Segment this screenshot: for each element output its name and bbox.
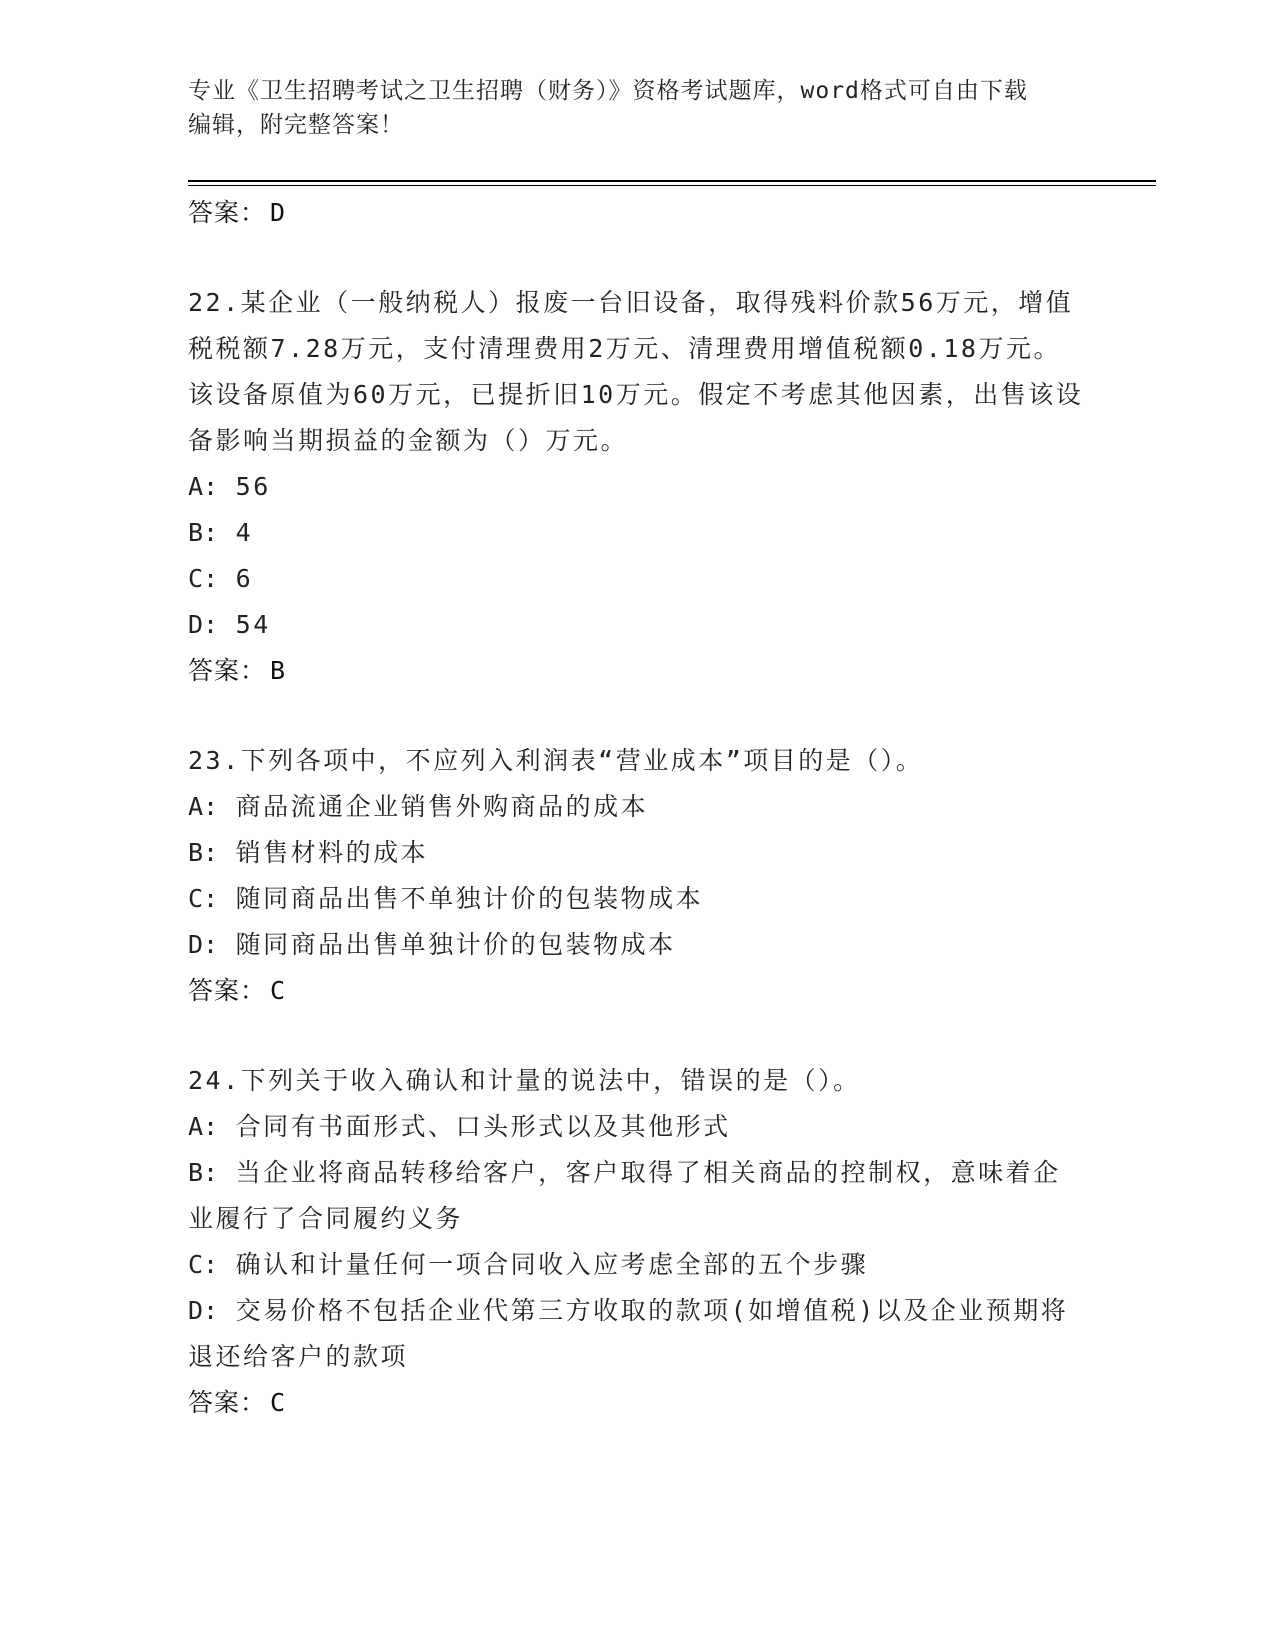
question-23 <box>188 738 1088 1014</box>
header-line-2: 编辑，附完整答案！ <box>188 112 404 138</box>
option-b <box>188 830 1088 876</box>
option-key: A: <box>188 472 219 501</box>
option-text: 交易价格不包括企业代第三方收取的款项(如增值税)以及企业预期将退还给客户的款项 <box>188 1296 1069 1371</box>
document-body <box>188 190 1088 1426</box>
question-22 <box>188 280 1088 694</box>
option-d <box>188 1288 1088 1380</box>
answer-label: 答案： <box>188 656 267 685</box>
option-a <box>188 784 1088 830</box>
option-a <box>188 464 1088 510</box>
question-text: 22.某企业（一般纳税人）报废一台旧设备，取得残料价款56万元，增值税税额7.28万元，支付清理费用2万元、清理费用增值税额0.18万元。该设备原值为60万元，已提折旧10万元。假定不考虑其他因素，出售该设备影响当期损益的金额为（）万元。 <box>188 288 1084 455</box>
option-key: B: <box>188 838 219 867</box>
option-key: D: <box>188 1296 219 1325</box>
option-text: 4 <box>235 518 254 547</box>
answer-label: 答案： <box>188 198 267 227</box>
question-24 <box>188 1058 1088 1426</box>
document-header <box>188 74 1088 142</box>
answer-value: C <box>270 976 287 1005</box>
header-divider-thin <box>188 185 1156 186</box>
option-text: 合同有书面形式、口头形式以及其他形式 <box>235 1112 731 1141</box>
option-key: C: <box>188 1250 219 1279</box>
answer-23 <box>188 968 1088 1014</box>
option-key: A: <box>188 792 219 821</box>
option-text: 随同商品出售不单独计价的包装物成本 <box>235 884 704 913</box>
answer-prev <box>188 190 1088 236</box>
answer-value: D <box>270 198 287 227</box>
option-text: 56 <box>235 472 271 501</box>
option-key: C: <box>188 884 219 913</box>
option-text: 确认和计量任何一项合同收入应考虑全部的五个步骤 <box>235 1250 869 1279</box>
option-key: D: <box>188 930 219 959</box>
option-key: C: <box>188 564 219 593</box>
option-key: B: <box>188 518 219 547</box>
answer-label: 答案： <box>188 976 267 1005</box>
answer-value: C <box>270 1388 287 1417</box>
answer-24 <box>188 1380 1088 1426</box>
option-text: 随同商品出售单独计价的包装物成本 <box>235 930 676 959</box>
option-c <box>188 556 1088 602</box>
option-text: 54 <box>235 610 271 639</box>
header-line-1: 专业《卫生招聘考试之卫生招聘（财务）》资格考试题库，word格式可自由下载 <box>188 78 1028 104</box>
option-c <box>188 1242 1088 1288</box>
option-b <box>188 1150 1088 1242</box>
header-divider-thick <box>188 180 1156 182</box>
option-text: 6 <box>235 564 254 593</box>
option-key: A: <box>188 1112 219 1141</box>
option-d <box>188 922 1088 968</box>
option-a <box>188 1104 1088 1150</box>
answer-22 <box>188 648 1088 694</box>
option-d <box>188 602 1088 648</box>
question-text: 24.下列关于收入确认和计量的说法中，错误的是（）。 <box>188 1066 861 1095</box>
question-text: 23.下列各项中，不应列入利润表“营业成本”项目的是（）。 <box>188 746 924 775</box>
option-text: 当企业将商品转移给客户，客户取得了相关商品的控制权，意味着企业履行了合同履约义务 <box>188 1158 1061 1233</box>
option-key: D: <box>188 610 219 639</box>
option-b <box>188 510 1088 556</box>
answer-value: B <box>270 656 287 685</box>
option-c <box>188 876 1088 922</box>
option-text: 销售材料的成本 <box>235 838 429 867</box>
option-key: B: <box>188 1158 219 1187</box>
option-text: 商品流通企业销售外购商品的成本 <box>235 792 649 821</box>
answer-label: 答案： <box>188 1388 267 1417</box>
